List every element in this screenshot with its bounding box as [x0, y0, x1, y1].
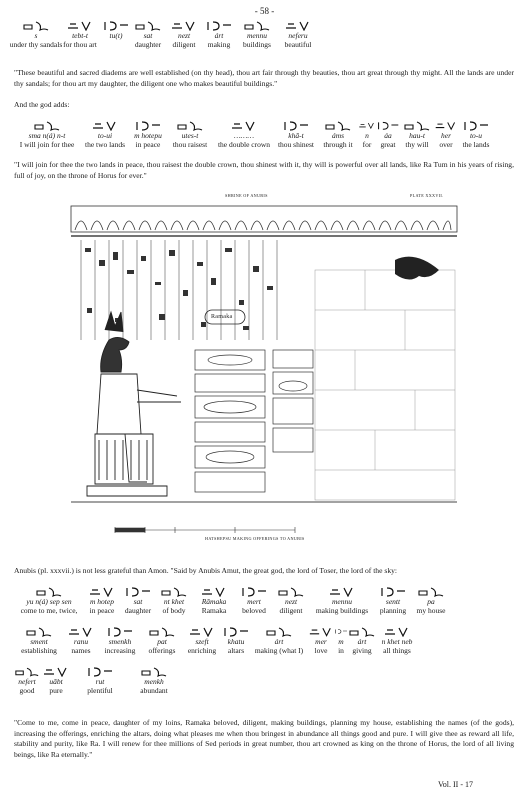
- translation: plentiful: [87, 686, 113, 695]
- hieroglyph-icon: [278, 18, 318, 31]
- glyph-word: [334, 624, 348, 655]
- hieroglyph-icon: [376, 118, 400, 131]
- translation: good: [19, 686, 35, 695]
- paragraph-2: And the god adds:: [14, 100, 70, 109]
- transliteration: Rāmaka: [201, 597, 227, 606]
- transliteration: nt khet: [163, 597, 185, 606]
- glyph-word: [130, 18, 166, 49]
- transliteration: sment: [30, 637, 48, 646]
- translation: thou shinest: [277, 140, 315, 149]
- transliteration: n: [365, 131, 369, 140]
- translation: my house: [416, 606, 446, 615]
- paragraph-4: Anubis (pl. xxxvii.) is not less grateful than Amon. "Said by Anubis Amut, the great god, the lord of Toser, the lord of the sky:: [14, 566, 398, 575]
- transliteration: ranu: [73, 637, 89, 646]
- hieroglyph-icon: [310, 584, 374, 597]
- translation: making buildings: [315, 606, 369, 615]
- glyph-word: [412, 584, 450, 615]
- glyph-word: [14, 624, 64, 655]
- glyph-word: [222, 624, 250, 655]
- hieroglyph-icon: [236, 584, 272, 597]
- translation: for: [362, 140, 372, 149]
- transliteration: sentt: [385, 597, 401, 606]
- hieroglyph-icon: [58, 18, 102, 31]
- hieroglyph-icon: [274, 118, 318, 131]
- glyph-word: [358, 118, 376, 149]
- transliteration: szeft: [195, 637, 209, 646]
- glyph-word: [14, 584, 84, 615]
- transliteration: nezt: [177, 31, 191, 40]
- transliteration: khā-t: [288, 131, 304, 140]
- hieroglyph-icon: [376, 624, 418, 637]
- translation: increasing: [104, 646, 136, 655]
- glyph-word: [182, 624, 222, 655]
- hieroglyph-icon: [202, 18, 236, 31]
- transliteration: khatu: [227, 637, 245, 646]
- hieroglyph-row-2: [14, 118, 494, 149]
- translation: buildings: [243, 40, 271, 49]
- transliteration: mennu: [247, 31, 267, 40]
- translation: abundant: [140, 686, 168, 695]
- glyph-word: [64, 624, 98, 655]
- transliteration: tebt-t: [72, 31, 88, 40]
- translation: beloved: [242, 606, 266, 615]
- transliteration: rut: [95, 677, 105, 686]
- hieroglyph-icon: [348, 624, 376, 637]
- cartouche-label: Ramaka: [211, 314, 233, 320]
- hieroglyph-icon: [272, 584, 310, 597]
- transliteration: sma n(á) n-t: [28, 131, 66, 140]
- hieroglyph-icon: [214, 118, 274, 131]
- glyph-word: [84, 584, 120, 615]
- translation: all things: [383, 646, 411, 655]
- translation: diligent: [172, 40, 196, 49]
- paragraph-3: "I will join for thee the two lands in peace, thou raisest the double crown, thou shinest with it, thy will is powerful over all lands, like Ra Tum in his years of rising, full of joy, on the throne of Horus for ever.": [14, 160, 514, 180]
- glyph-word: [376, 118, 400, 149]
- glyph-word: [9, 18, 63, 49]
- translation: establishing: [21, 646, 57, 655]
- glyph-word: [192, 584, 236, 615]
- glyph-word: [130, 118, 166, 149]
- hieroglyph-icon: [458, 118, 494, 131]
- footer-volume: Vol. II - 17: [438, 780, 473, 789]
- paragraph-5: "Come to me, come in peace, daughter of my loins, Ramaka beloved, diligent, making buildings, planning my house, establishing the names (of the gods), increasing the offerings, enriching the altars, doing what pleases me when thou bringest in abundance all things good and pure. I will give thee as reward all life, stability and purity, like Ra. I will renew for thee millions of Sed periods in great number, thou art crowned as king on the throne of Horus, the lord of all living beings, like Ra eternally.": [14, 718, 514, 759]
- transliteration: s: [34, 31, 38, 40]
- hieroglyph-icon: [98, 624, 142, 637]
- hieroglyph-row-1: [9, 18, 318, 49]
- translation: altars: [227, 646, 245, 655]
- translation: diligent: [279, 606, 303, 615]
- glyph-word: [14, 118, 80, 149]
- transliteration: neferu: [288, 31, 308, 40]
- transliteration: tu(t): [109, 31, 123, 40]
- translation: I will join for thee: [19, 140, 75, 149]
- hieroglyph-icon: [40, 664, 72, 677]
- hieroglyph-icon: [14, 584, 84, 597]
- transliteration: m: [338, 637, 344, 646]
- translation: the double crown: [217, 140, 271, 149]
- translation: the lands: [462, 140, 490, 149]
- glyph-word: [40, 664, 72, 695]
- translation: thou raisest: [172, 140, 208, 149]
- hieroglyph-row-5: [14, 664, 180, 695]
- glyph-word: [120, 584, 156, 615]
- hieroglyph-icon: [166, 18, 202, 31]
- glyph-word: [166, 18, 202, 49]
- translation: through it: [323, 140, 353, 149]
- glyph-word: [128, 664, 180, 695]
- translation: over: [439, 140, 453, 149]
- glyph-word: [14, 664, 40, 695]
- transliteration: utes-t: [181, 131, 199, 140]
- glyph-word: [434, 118, 458, 149]
- hieroglyph-icon: [142, 624, 182, 637]
- translation: love: [314, 646, 328, 655]
- translation: for thou art: [63, 40, 97, 49]
- paragraph-1: "These beautiful and sacred diadems are well established (on thy head), thou art fair through thy beauties, thou art great through thy might. All the lands are under thy sandals; for thou art my daughter, the diligent one who makes beautiful buildings.": [14, 68, 514, 88]
- hieroglyph-icon: [102, 18, 130, 31]
- translation: in: [338, 646, 344, 655]
- hieroglyph-icon: [14, 664, 40, 677]
- translation: come to me, twice,: [20, 606, 78, 615]
- transliteration: pa: [427, 597, 435, 606]
- transliteration: mennu: [332, 597, 352, 606]
- translation: under thy sandals: [9, 40, 63, 49]
- translation: giving: [352, 646, 372, 655]
- transliteration: her: [441, 131, 451, 140]
- hieroglyph-icon: [182, 624, 222, 637]
- glyph-word: [98, 624, 142, 655]
- translation: beautiful: [284, 40, 312, 49]
- glyph-word: [214, 118, 274, 149]
- glyph-word: [236, 584, 272, 615]
- hieroglyph-icon: [334, 624, 348, 637]
- glyph-word: [318, 118, 358, 149]
- hieroglyph-icon: [374, 584, 412, 597]
- shrine-of-anubis-drawing: [65, 190, 463, 545]
- glyph-word: [72, 664, 128, 695]
- transliteration: árt: [214, 31, 224, 40]
- glyph-word: [376, 624, 418, 655]
- glyph-word: [166, 118, 214, 149]
- plate-caption: HATSHEPSU MAKING OFFERINGS TO ANUBIS: [205, 536, 305, 541]
- hieroglyph-icon: [120, 584, 156, 597]
- glyph-word: [156, 584, 192, 615]
- translation: daughter: [134, 40, 162, 49]
- transliteration: áms: [331, 131, 345, 140]
- transliteration: m hotepu: [134, 131, 162, 140]
- plate-illustration: [65, 190, 463, 545]
- translation: names: [71, 646, 91, 655]
- glyph-word: [374, 584, 412, 615]
- glyph-word: [202, 18, 236, 49]
- translation: enriching: [187, 646, 217, 655]
- glyph-word: [250, 624, 308, 655]
- glyph-word: [310, 584, 374, 615]
- hieroglyph-icon: [318, 118, 358, 131]
- transliteration: n khet neb: [381, 637, 413, 646]
- hieroglyph-icon: [236, 18, 278, 31]
- transliteration: to-u: [469, 131, 483, 140]
- transliteration: sat: [133, 597, 143, 606]
- translation: daughter: [124, 606, 152, 615]
- translation: of body: [162, 606, 186, 615]
- hieroglyph-icon: [14, 18, 58, 31]
- hieroglyph-row-3: [14, 584, 450, 615]
- hieroglyph-icon: [166, 118, 214, 131]
- transliteration: menkh: [144, 677, 164, 686]
- translation: Ramaka: [201, 606, 227, 615]
- hieroglyph-icon: [412, 584, 450, 597]
- plate-title: SHRINE OF ANUBIS: [225, 193, 268, 198]
- translation: in peace: [135, 140, 161, 149]
- translation: making: [207, 40, 231, 49]
- transliteration: sat: [143, 31, 153, 40]
- hieroglyph-row-4: [14, 624, 418, 655]
- hieroglyph-icon: [14, 118, 80, 131]
- hieroglyph-icon: [80, 118, 130, 131]
- transliteration: smenkh: [108, 637, 132, 646]
- glyph-word: [142, 624, 182, 655]
- transliteration: árt: [274, 637, 284, 646]
- glyph-word: [400, 118, 434, 149]
- translation: the two lands: [85, 140, 125, 149]
- page-number: - 58 -: [254, 6, 275, 16]
- hieroglyph-icon: [222, 624, 250, 637]
- hieroglyph-icon: [156, 584, 192, 597]
- translation: making (what I): [254, 646, 304, 655]
- transliteration: árt: [357, 637, 367, 646]
- hieroglyph-icon: [400, 118, 434, 131]
- hieroglyph-icon: [192, 584, 236, 597]
- translation: planning: [379, 606, 407, 615]
- translation: pure: [49, 686, 63, 695]
- hieroglyph-icon: [14, 624, 64, 637]
- glyph-word: [272, 584, 310, 615]
- glyph-word: [274, 118, 318, 149]
- plate-number: PLATE XXXVII.: [410, 193, 444, 198]
- translation: in peace: [89, 606, 115, 615]
- transliteration: nezt: [284, 597, 298, 606]
- glyph-word: [348, 624, 376, 655]
- transliteration: m hotep: [90, 597, 114, 606]
- transliteration: yu n(á) sep sen: [26, 597, 72, 606]
- hieroglyph-icon: [64, 624, 98, 637]
- hieroglyph-icon: [434, 118, 458, 131]
- transliteration: mert: [247, 597, 261, 606]
- translation: thy will: [405, 140, 429, 149]
- transliteration: nefert: [18, 677, 36, 686]
- transliteration: hau-t: [409, 131, 425, 140]
- hieroglyph-icon: [128, 664, 180, 677]
- transliteration: uābt: [49, 677, 63, 686]
- glyph-word: [80, 118, 130, 149]
- hieroglyph-icon: [308, 624, 334, 637]
- glyph-word: [278, 18, 318, 49]
- transliteration: ………: [233, 131, 254, 140]
- glyph-word: [458, 118, 494, 149]
- translation: offerings: [148, 646, 176, 655]
- transliteration: to-ui: [97, 131, 113, 140]
- hieroglyph-icon: [358, 118, 376, 131]
- transliteration: áa: [384, 131, 392, 140]
- transliteration: mer: [315, 637, 327, 646]
- hieroglyph-icon: [250, 624, 308, 637]
- translation: great: [380, 140, 396, 149]
- hieroglyph-icon: [84, 584, 120, 597]
- glyph-word: [236, 18, 278, 49]
- glyph-word: [308, 624, 334, 655]
- glyph-word: [58, 18, 102, 49]
- transliteration: pat: [157, 637, 167, 646]
- hieroglyph-icon: [130, 118, 166, 131]
- glyph-word: [102, 18, 130, 49]
- hieroglyph-icon: [72, 664, 128, 677]
- hieroglyph-icon: [130, 18, 166, 31]
